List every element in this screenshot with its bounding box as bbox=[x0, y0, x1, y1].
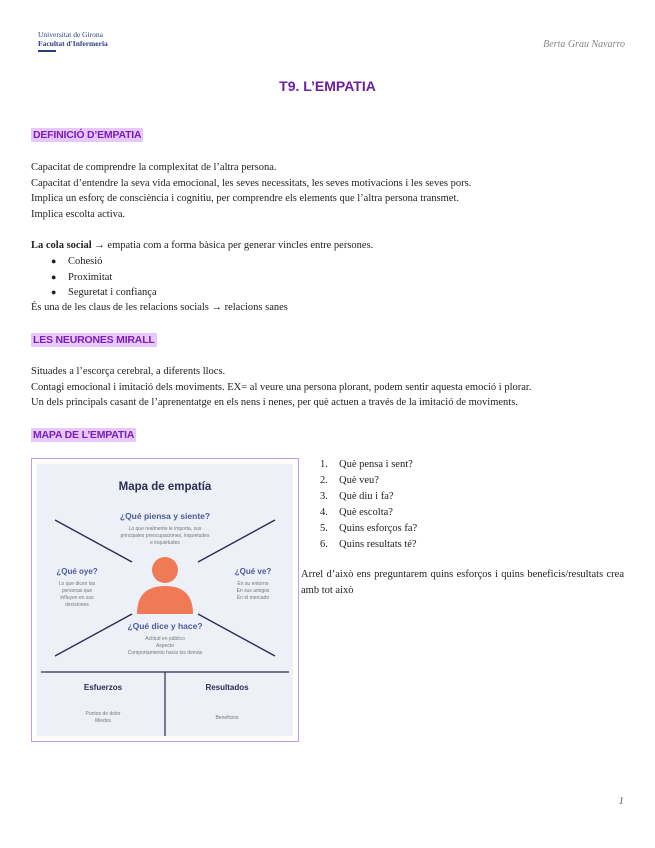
map-diagonal bbox=[198, 520, 275, 562]
heading-mapa: MAPA DE L’EMPATIA bbox=[33, 429, 135, 441]
cola-social-paragraph bbox=[31, 238, 373, 254]
neurones-line: Contagi emocional i imitació dels moviments. EX= al veure una persona plorant, podem sentir aquesta emoció i plorar. bbox=[31, 381, 532, 393]
question-item: 3. Què diu i fa? bbox=[320, 491, 394, 502]
map-oye-text: influyen en sus bbox=[60, 595, 94, 601]
map-oye-text: personas que bbox=[61, 588, 93, 594]
empathy-map-image bbox=[31, 458, 299, 742]
page-title: T9. L’EMPATIA bbox=[279, 78, 376, 94]
heading-definicio: DEFINICIÓ D’EMPATIA bbox=[33, 129, 142, 141]
map-ve-title: ¿Qué ve? bbox=[234, 567, 272, 576]
bullet-list bbox=[51, 254, 157, 301]
logo-line2: Facultat d'Infermeria bbox=[38, 39, 108, 48]
map-oye-title: ¿Qué oye? bbox=[56, 567, 98, 576]
map-diagonal bbox=[55, 520, 132, 562]
map-dice-text: Aspecto bbox=[155, 643, 175, 649]
bullet-dot-icon: ● bbox=[51, 256, 57, 266]
bullet-dot-icon: ● bbox=[51, 271, 57, 282]
map-piensa-title: ¿Qué piensa y siente? bbox=[119, 511, 211, 521]
questions-list bbox=[320, 457, 417, 553]
neurones-line: Situades a l’escorça cerebral, a diferents llocs. bbox=[31, 366, 226, 377]
definicio-paragraph bbox=[31, 160, 471, 222]
map-diagonal bbox=[55, 614, 132, 656]
university-logo bbox=[38, 30, 148, 52]
map-resultados-title: Resultados bbox=[205, 683, 249, 692]
heading-neurones: LES NEURONES MIRALL bbox=[33, 334, 155, 346]
map-piensa-text: Lo que realmente le importa, sus bbox=[128, 526, 202, 532]
question-item: 6. Quins resultats té? bbox=[320, 539, 417, 550]
neurones-line: Un dels principals casant de l’aprenentatge en els nens i nenes, per què actuen a través de la imitació de moviments. bbox=[31, 397, 518, 408]
question-item: 5. Quins esforços fa? bbox=[320, 523, 418, 534]
map-esfuerzos-text: Miedos bbox=[94, 718, 112, 724]
empathy-map-canvas bbox=[37, 464, 293, 736]
bullet-dot-icon: ● bbox=[51, 287, 57, 297]
map-piensa-text: principales preocupaciones, inquietudes bbox=[120, 533, 210, 539]
cola-social-bold: La cola social bbox=[31, 240, 92, 251]
map-title: Mapa de empatía bbox=[118, 481, 212, 493]
question-item: 2. Què veu? bbox=[320, 475, 379, 486]
page-number: 1 bbox=[618, 795, 624, 807]
neurones-paragraph bbox=[31, 364, 531, 411]
map-oye-text: Lo que dicen las bbox=[58, 581, 96, 587]
definicio-line: Capacitat de comprendre la complexitat de l’altra persona. bbox=[31, 162, 277, 173]
definicio-line: Implica escolta activa. bbox=[31, 208, 126, 220]
map-piensa-text: e inquietudes bbox=[150, 540, 180, 546]
question-item: 1. Què pensa i sent? bbox=[320, 459, 413, 470]
relacions-line: És una de les claus de les relacions socials → relacions sanes bbox=[31, 302, 288, 313]
cola-social-text: → empatia com a forma bàsica per generar vincles entre persones. bbox=[91, 240, 374, 251]
map-note: Arrel d’això ens preguntarem quins esforços i quins beneficis/resultats crea amb tot això bbox=[301, 569, 624, 596]
author-name: Berta Grau Navarro bbox=[543, 39, 625, 50]
empathy-map-svg bbox=[37, 464, 293, 736]
map-ve-text: En el mercado bbox=[236, 595, 270, 601]
map-resultados-text: Beneficios bbox=[215, 715, 239, 721]
bullet-item: ● Cohesió bbox=[51, 254, 157, 270]
logo-line1: Universitat de Girona bbox=[38, 30, 103, 39]
definicio-line: Implica un esforç de consciència i cognitiu, per comprendre els elements que l’altra persona transmet. bbox=[31, 193, 459, 204]
bullet-item: ● Proximitat bbox=[51, 270, 157, 286]
bullet-item: ● Seguretat i confiança bbox=[51, 285, 157, 301]
map-ve-text: En su entorno bbox=[237, 581, 269, 587]
definicio-line: Capacitat d’entendre la seva vida emocional, les seves necessitats, les seves motivacions i les seves pors. bbox=[31, 177, 472, 189]
map-dice-text: Comportamiento hacia los demás bbox=[127, 650, 203, 656]
person-icon bbox=[137, 557, 193, 614]
map-dice-title: ¿Qué dice y hace? bbox=[127, 621, 203, 631]
map-oye-text: decisiones bbox=[65, 602, 89, 608]
map-ve-text: En sus amigos bbox=[236, 588, 270, 594]
map-esfuerzos-text: Puntos de dolor bbox=[85, 711, 121, 717]
question-item: 4. Què escolta? bbox=[320, 507, 393, 518]
map-dice-text: Actitud en público bbox=[145, 636, 185, 642]
map-diagonal bbox=[198, 614, 275, 656]
map-esfuerzos-title: Esfuerzos bbox=[83, 683, 123, 692]
logo-bar bbox=[38, 50, 56, 52]
